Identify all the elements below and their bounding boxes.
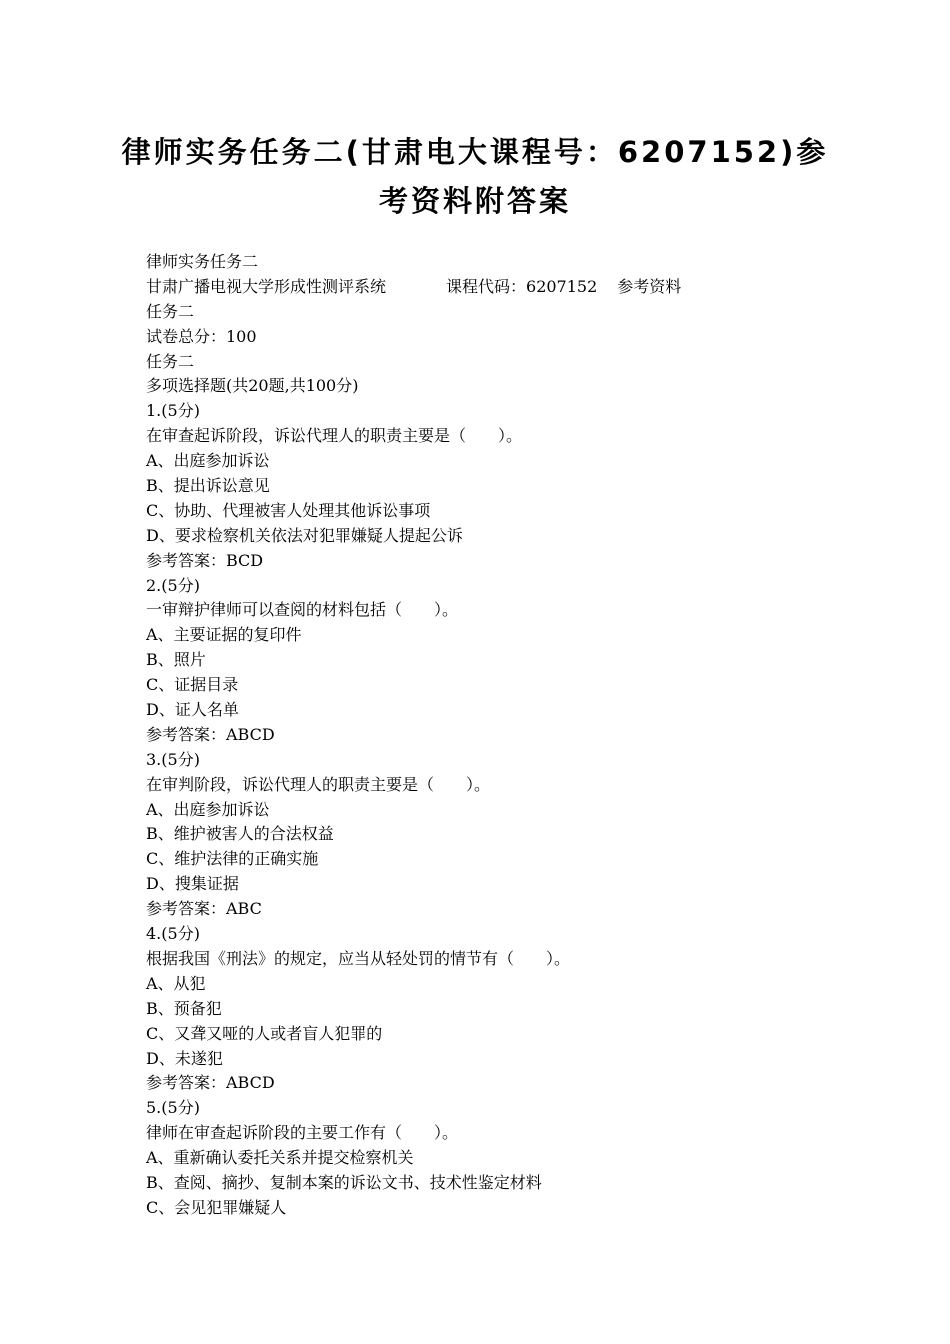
question-option: C、证据目录 bbox=[146, 675, 239, 695]
question-number: 1.(5分) bbox=[146, 401, 200, 421]
question-option: A、从犯 bbox=[146, 973, 206, 993]
question-block bbox=[146, 399, 866, 573]
system-name: 甘肃广播电视大学形成性测评系统 bbox=[146, 276, 387, 296]
question-number: 4.(5分) bbox=[146, 924, 200, 944]
question-block bbox=[146, 1096, 866, 1220]
question-option: D、搜集证据 bbox=[146, 874, 239, 894]
question-list bbox=[146, 399, 866, 1220]
question-option: B、预备犯 bbox=[146, 998, 222, 1018]
answer-line: 参考答案：ABCD bbox=[146, 724, 275, 744]
answer-line: 参考答案：BCD bbox=[146, 550, 264, 570]
question-option: D、证人名单 bbox=[146, 700, 239, 720]
question-option: B、提出诉讼意见 bbox=[146, 476, 270, 496]
total-score: 试卷总分：100 bbox=[146, 326, 257, 346]
document-title-line-2: 考资料附答案 bbox=[378, 184, 571, 218]
question-text: 律师在审查起诉阶段的主要工作有（ ）。 bbox=[146, 1123, 459, 1143]
task-label: 任务二 bbox=[146, 301, 195, 321]
document-title-line-1: 律师实务任务二(甘肃电大课程号：6207152)参 bbox=[121, 135, 829, 169]
section-header: 多项选择题(共20题,共100分) bbox=[146, 376, 359, 396]
question-number: 2.(5分) bbox=[146, 575, 200, 595]
course-code: 课程代码：6207152 bbox=[446, 276, 598, 296]
question-text: 在审判阶段，诉讼代理人的职责主要是（ ）。 bbox=[146, 774, 491, 794]
question-option: C、会见犯罪嫌疑人 bbox=[146, 1197, 287, 1217]
task-label-2: 任务二 bbox=[146, 351, 195, 371]
question-option: D、要求检察机关依法对犯罪嫌疑人提起公诉 bbox=[146, 525, 463, 545]
question-option: B、查阅、摘抄、复制本案的诉讼文书、技术性鉴定材料 bbox=[146, 1172, 542, 1192]
question-text: 根据我国《刑法》的规定，应当从轻处罚的情节有（ ）。 bbox=[146, 948, 571, 968]
question-option: B、维护被害人的合法权益 bbox=[146, 824, 334, 844]
answer-line: 参考答案：ABC bbox=[146, 899, 262, 919]
question-text: 在审查起诉阶段，诉讼代理人的职责主要是（ ）。 bbox=[146, 426, 523, 446]
question-option: C、维护法律的正确实施 bbox=[146, 849, 319, 869]
reference-label: 参考资料 bbox=[617, 276, 682, 296]
question-option: A、出庭参加诉讼 bbox=[146, 451, 270, 471]
question-option: A、出庭参加诉讼 bbox=[146, 799, 270, 819]
question-option: A、重新确认委托关系并提交检察机关 bbox=[146, 1148, 414, 1168]
question-option: C、协助、代理被害人处理其他诉讼事项 bbox=[146, 500, 431, 520]
question-option: A、主要证据的复印件 bbox=[146, 625, 302, 645]
question-block bbox=[146, 748, 866, 922]
question-option: B、照片 bbox=[146, 650, 206, 670]
question-block bbox=[146, 574, 866, 748]
question-option: C、又聋又哑的人或者盲人犯罪的 bbox=[146, 1023, 383, 1043]
question-option: D、未遂犯 bbox=[146, 1048, 223, 1068]
meta-row bbox=[146, 275, 866, 300]
question-text: 一审辩护律师可以查阅的材料包括（ ）。 bbox=[146, 600, 459, 620]
subtitle: 律师实务任务二 bbox=[146, 252, 259, 271]
question-number: 3.(5分) bbox=[146, 749, 200, 769]
document-body bbox=[146, 250, 866, 1221]
question-block bbox=[146, 922, 866, 1096]
answer-line: 参考答案：ABCD bbox=[146, 1073, 275, 1093]
question-number: 5.(5分) bbox=[146, 1098, 200, 1118]
